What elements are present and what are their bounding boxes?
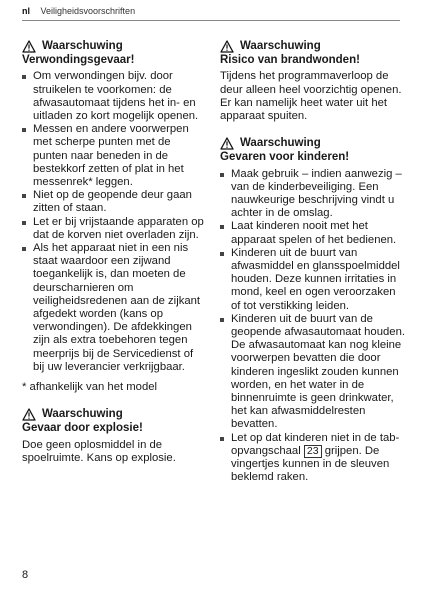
list-item: Kinderen uit de buurt van de geopende afwasautomaat houden. De afwasautomaat kan nog kleine voorwerpen bevatten die door kinderen ingeslikt zouden kunnen worden, en het water in de binnenruimte is geen drinkwater, het kan afwasmiddelresten bevatten. xyxy=(220,313,405,432)
left-column xyxy=(22,40,207,465)
right-column xyxy=(220,40,405,485)
page-header xyxy=(22,6,135,16)
footnote: * afhankelijk van het model xyxy=(22,381,158,394)
warning-title: Verwondingsgevaar! xyxy=(22,54,135,67)
warning-title: Gevaar door explosie! xyxy=(22,422,143,435)
warning-triangle-icon xyxy=(22,408,36,421)
warning-heading xyxy=(22,40,207,53)
header-divider xyxy=(22,20,400,21)
warning-list xyxy=(220,168,405,485)
section-title: Veiligheidsvoorschriften xyxy=(40,6,136,16)
warning-list xyxy=(22,70,207,374)
warning-title: Risico van brandwonden! xyxy=(220,54,360,67)
part-reference-number: 23 xyxy=(304,445,322,458)
language-code: nl xyxy=(22,6,30,16)
warning-text: Doe geen oplosmiddel in de spoelruimte. Kans op explosie. xyxy=(22,438,176,464)
list-item: Laat kinderen nooit met het apparaat spelen of het bedienen. xyxy=(220,220,405,246)
list-item: Om verwondingen bijv. door struikelen te voorkomen: de afwasautomaat tijdens het in- en uitladen zo kort mogelijk openen. xyxy=(22,70,207,123)
list-item: Messen en andere voorwerpen met scherpe punten met de punten naar beneden in de bestekkorf zetten of plat in het messenrek* leggen. xyxy=(22,123,207,189)
list-item: Maak gebruik – indien aanwezig – van de kinderbeveiliging. Een nauwkeurige beschrijving vindt u achter in de omslag. xyxy=(220,168,405,221)
warning-triangle-icon xyxy=(220,40,234,53)
list-item-text: Let op dat kinderen niet in de tab-opvangschaal xyxy=(231,431,400,457)
list-item: Kinderen uit de buurt van afwasmiddel en glansspoelmiddel houden. Deze kunnen irritaties in mond, keel en ogen veroorzaken of tot verstikking leiden. xyxy=(220,247,405,313)
list-item: Als het apparaat niet in een nis staat waardoor een zijwand toegankelijk is, dan moeten de deurscharnieren om veiligheidsredenen aan de zijkant afgedekt worden (kans op verwondingen). De afdekkingen zijn als extra toebehoren tegen meerprijs bij de Servicedienst of bij uw leverancier verkrijgbaar. xyxy=(22,242,207,374)
warning-triangle-icon xyxy=(22,40,36,53)
warning-heading xyxy=(220,137,405,150)
list-item xyxy=(220,432,405,485)
warning-triangle-icon xyxy=(220,137,234,150)
list-item: Niet op de geopende deur gaan zitten of staan. xyxy=(22,189,207,215)
warning-heading xyxy=(220,40,405,53)
warning-label: Waarschuwing xyxy=(240,40,321,52)
warning-title: Gevaren voor kinderen! xyxy=(220,151,350,164)
list-item-text: grijpen. De vingertjes kunnen in de sleuven beklemd raken. xyxy=(231,444,390,484)
warning-label: Waarschuwing xyxy=(42,40,123,52)
warning-heading xyxy=(22,408,207,421)
warning-label: Waarschuwing xyxy=(240,137,321,150)
list-item: Let er bij vrijstaande apparaten op dat de korven niet overladen zijn. xyxy=(22,216,207,242)
page-number: 8 xyxy=(22,569,29,581)
warning-label: Waarschuwing xyxy=(42,408,123,421)
warning-text: Tijdens het programmaverloop de deur alleen heel voorzichtig openen. Er kan namelijk heet water uit het apparaat spuiten. xyxy=(220,70,402,123)
